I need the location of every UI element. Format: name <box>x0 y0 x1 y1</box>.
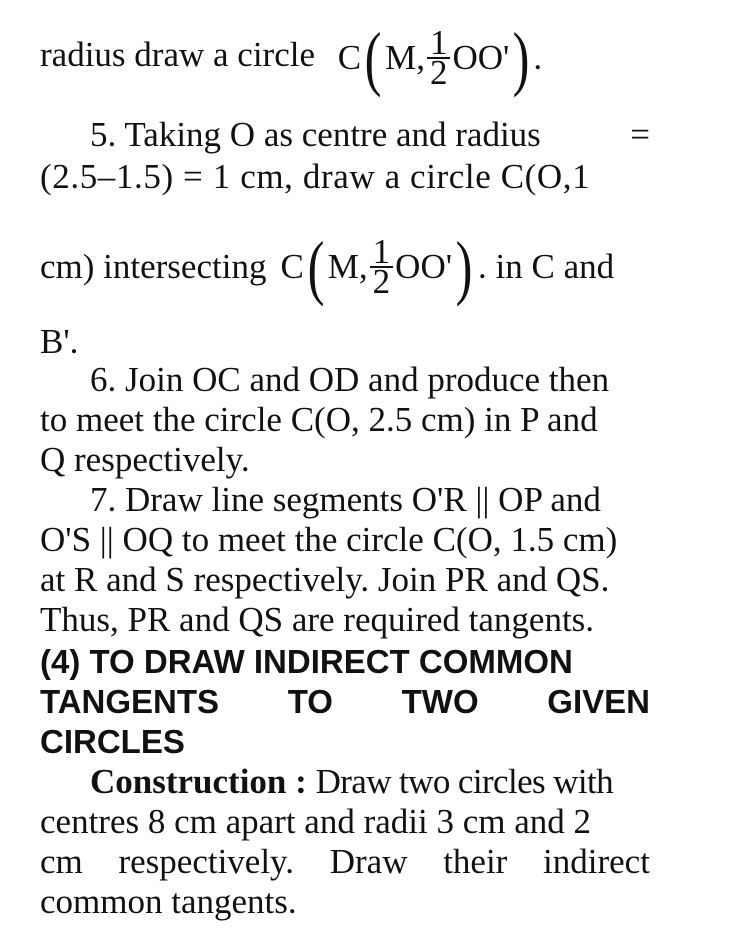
math-right-paren: ) <box>455 227 473 307</box>
step7-line3: at R and S respectively. Join PR and QS. <box>40 560 610 599</box>
step5-text-3-end: . in C and <box>478 247 615 286</box>
heading-word: TANGENTS <box>40 683 220 720</box>
heading-line3: CIRCLES <box>40 723 185 760</box>
step5-line3 <box>40 222 650 312</box>
circle-notation-2 <box>280 227 476 307</box>
fraction-denominator: 2 <box>429 53 448 92</box>
construction-word: Draw <box>329 842 408 881</box>
construction-paragraph <box>40 762 650 922</box>
step4-line <box>40 18 543 98</box>
construction-line4: common tangents. <box>40 882 297 921</box>
step5-text-4: B'. <box>40 322 79 361</box>
step7-paragraph <box>40 480 650 640</box>
math-left-paren: ( <box>364 18 382 98</box>
fraction-numerator: 1 <box>427 29 451 59</box>
fraction-denominator: 2 <box>372 262 391 301</box>
math-right-paren: ) <box>512 18 530 98</box>
step7-line4: Thus, PR and QS are required tangents. <box>40 600 595 639</box>
step7-line2: O'S || OQ to meet the circle C(O, 1.5 cm) <box>40 520 618 559</box>
heading-line1: (4) TO DRAW INDIRECT COMMON <box>40 643 573 680</box>
step7-line1: 7. Draw line segments O'R || OP and <box>90 480 601 519</box>
step5-line4 <box>40 322 78 362</box>
math-fraction <box>427 23 451 92</box>
math-segment: OO' <box>452 38 510 77</box>
step6-line2: to meet the circle C(O, 2.5 cm) in P and <box>40 400 598 439</box>
step5-text-2: (2.5–1.5) = 1 cm, draw a circle C(O,1 <box>40 157 591 196</box>
step6-line1: 6. Join OC and OD and produce then <box>90 360 610 399</box>
heading-word: TO <box>287 683 333 720</box>
step5-line1 <box>40 115 650 155</box>
math-circle-symbol: C <box>280 247 304 286</box>
math-center: M, <box>327 247 368 286</box>
math-fraction <box>370 232 394 301</box>
construction-line2: centres 8 cm apart and radii 3 cm and 2 <box>40 802 592 841</box>
construction-word: cm <box>40 842 83 881</box>
construction-word: their <box>443 842 508 881</box>
step6-paragraph <box>40 360 650 480</box>
construction-line1 <box>40 762 650 802</box>
math-left-paren: ( <box>307 227 325 307</box>
step5-text-1: 5. Taking O as centre and radius <box>90 115 541 154</box>
heading-word: TWO <box>401 683 479 720</box>
construction-text-1: Draw two circles with <box>315 762 614 801</box>
math-period: . <box>533 38 543 77</box>
math-center: M, <box>385 38 425 77</box>
section-heading <box>40 642 650 762</box>
math-circle-symbol: C <box>337 38 362 77</box>
heading-line2 <box>40 682 650 722</box>
heading-word: GIVEN <box>547 683 650 720</box>
construction-line3 <box>40 842 650 882</box>
math-segment: OO' <box>395 247 453 286</box>
construction-word: respectively. <box>118 842 295 881</box>
circle-notation-1 <box>337 18 543 98</box>
step5-text-3: cm) intersecting <box>40 247 267 286</box>
step5-line2 <box>40 157 650 197</box>
construction-word: indirect <box>543 842 650 881</box>
step4-text: radius draw a circle <box>40 35 315 75</box>
step6-line3: Q respectively. <box>40 440 250 479</box>
construction-label: Construction : <box>90 762 307 801</box>
fraction-numerator: 1 <box>370 238 394 268</box>
step5-equals: = <box>630 115 650 154</box>
